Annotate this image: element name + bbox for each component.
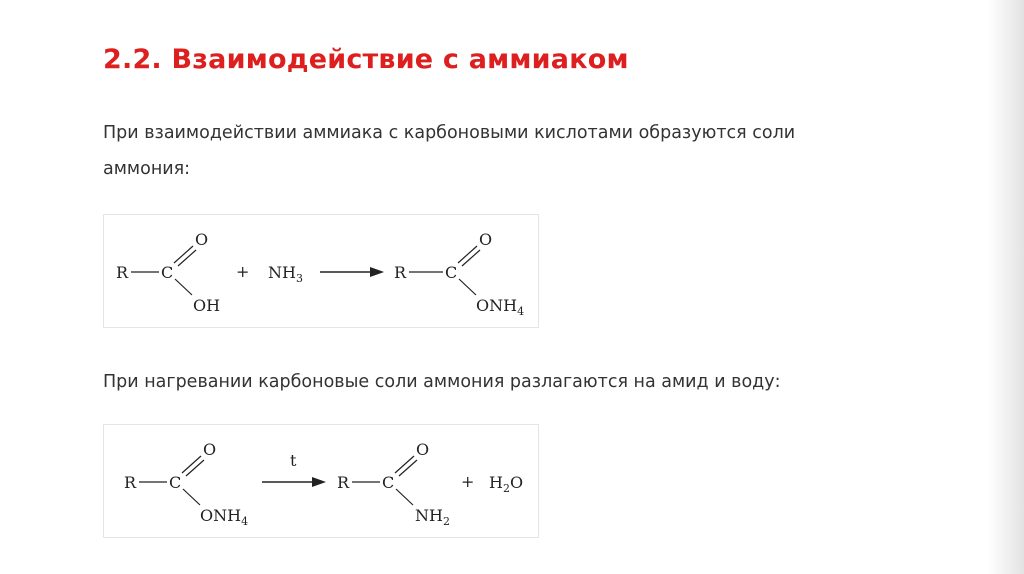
reactant-oh-label: OH bbox=[193, 296, 221, 315]
plus-sign: + bbox=[461, 472, 475, 491]
reaction-1-diagram bbox=[104, 215, 538, 327]
product-bond-c-n bbox=[396, 489, 413, 505]
page-edge-shadow bbox=[988, 0, 1024, 574]
product-nh2-label: $NH_2$ bbox=[415, 506, 450, 528]
reactant-c-label: C bbox=[169, 473, 182, 492]
reactant-c-label: C bbox=[161, 263, 174, 282]
product-r-label: R bbox=[394, 263, 407, 282]
bond-c-o bbox=[183, 489, 200, 505]
paragraph-ammonia-line-2: аммония: bbox=[103, 159, 191, 179]
paragraph-ammonia-line-1: При взаимодействии аммиака с карбоновыми кислотами образуются соли bbox=[103, 123, 796, 143]
product-r-label: R bbox=[337, 473, 350, 492]
product-c-label: C bbox=[382, 473, 395, 492]
product-o-label: O bbox=[479, 230, 493, 249]
product-o-label: O bbox=[416, 440, 430, 459]
ammonia-formula: $NH_3$ bbox=[268, 263, 303, 285]
product-c-label: C bbox=[445, 263, 458, 282]
reactant-r-label: R bbox=[116, 263, 129, 282]
product-double-bond-2 bbox=[462, 250, 480, 266]
product-double-bond-2 bbox=[399, 460, 417, 476]
reactant-o-label: O bbox=[195, 230, 209, 249]
double-bond-c-o-2 bbox=[186, 460, 204, 476]
reactant-onh4-label: $ONH_4$ bbox=[200, 506, 249, 528]
product-bond-c-o bbox=[459, 279, 476, 295]
section-title: 2.2. Взаимодействие с аммиаком bbox=[103, 44, 629, 75]
paragraph-heating: При нагревании карбоновые соли аммония разлагаются на амид и воду: bbox=[103, 372, 781, 392]
reaction-1-box bbox=[103, 214, 539, 328]
product-onh4-label: $ONH_4$ bbox=[476, 296, 525, 318]
bond-c-oh bbox=[175, 279, 192, 295]
plus-sign: + bbox=[236, 262, 250, 281]
reactant-r-label: R bbox=[124, 473, 137, 492]
double-bond-c-o-2 bbox=[178, 250, 196, 266]
reaction-arrow-head bbox=[370, 267, 384, 277]
reactant-o-label: O bbox=[203, 440, 217, 459]
reaction-2-box bbox=[103, 424, 539, 538]
heat-label: t bbox=[290, 451, 297, 470]
water-formula: $H_2O$ bbox=[489, 473, 524, 495]
reaction-2-diagram bbox=[104, 425, 538, 537]
reaction-arrow-head bbox=[312, 477, 326, 487]
